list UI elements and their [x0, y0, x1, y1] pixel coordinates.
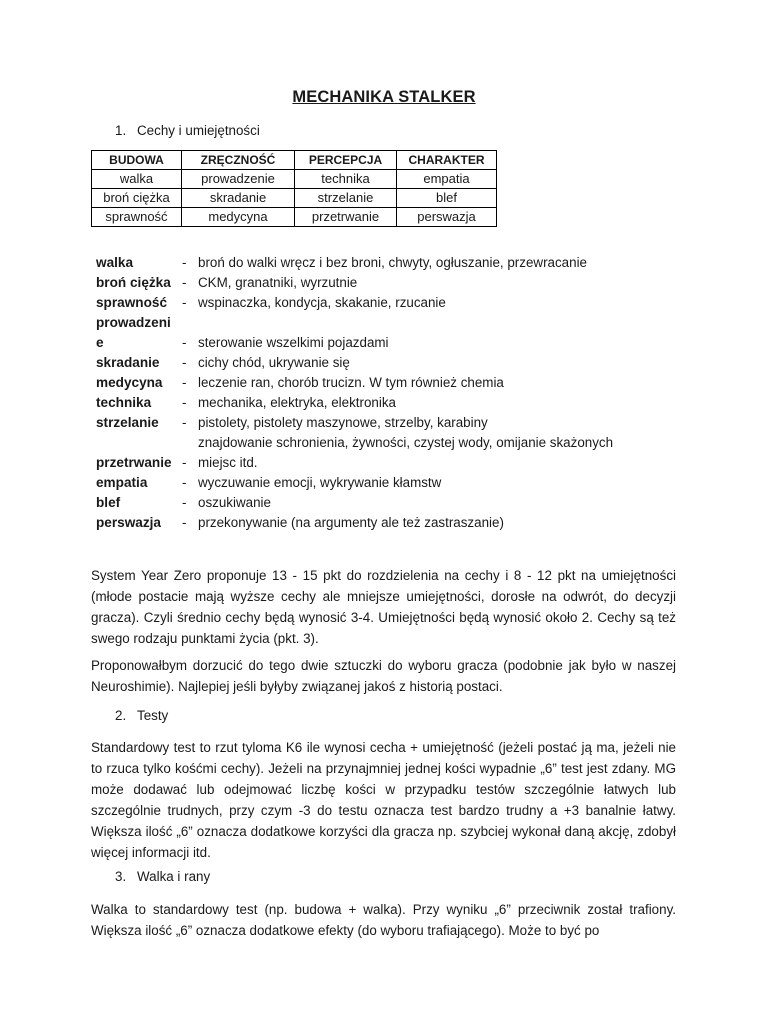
table-cell: perswazja [397, 208, 497, 227]
table-cell: walka [92, 170, 182, 189]
section-heading-3: 3. Walka i rany [115, 869, 211, 884]
definition-row: blef - oszukiwanie [96, 495, 271, 510]
definition-row: prowadzeni [96, 315, 171, 330]
table-header: BUDOWA [92, 151, 182, 170]
table-row [92, 189, 497, 208]
table-cell: prowadzenie [182, 170, 295, 189]
definition-row: broń ciężka - CKM, granatniki, wyrzutnie [96, 275, 358, 290]
skill-definitions [96, 253, 696, 533]
document-title: MECHANIKA STALKER [292, 88, 476, 106]
paragraph: Proponowałbym dorzucić do tego dwie sztuczki do wyboru gracza (podobnie jak było w naszej Neuroshimie). Najlepiej jeśli byłyby związanej jakoś z historią postaci. [91, 658, 676, 694]
section-heading-2: 2. Testy [115, 708, 169, 723]
table-cell: empatia [397, 170, 497, 189]
table-cell: sprawność [92, 208, 182, 227]
table-header: ZRĘCZNOŚĆ [182, 151, 295, 170]
definition-row: strzelanie - pistolety, pistolety maszynowe, strzelby, karabiny [96, 415, 488, 430]
table-row [92, 170, 497, 189]
section-heading-1: 1. Cechy i umiejętności [115, 123, 260, 138]
definition-row: sprawność - wspinaczka, kondycja, skakanie, rzucanie [96, 295, 446, 310]
definition-row: technika - mechanika, elektryka, elektronika [96, 395, 396, 410]
paragraph: System Year Zero proponuje 13 - 15 pkt do rozdzielenia na cechy i 8 - 12 pkt na umiejętności (młode postacie mają wyższe cechy ale mniejsze umiejętności, dorosłe na odwrót, do decyzji gracza). Czyli średnio cechy będą wynosić 3-4. Umiejętności będą wynosić około 2. Cechy są też swego rodzaju punktami życia (pkt. 3). [91, 568, 676, 646]
definition-row: medycyna - leczenie ran, chorób trucizn. W tym również chemia [96, 375, 504, 390]
definition-row: perswazja - przekonywanie (na argumenty ale też zastraszanie) [96, 515, 504, 530]
paragraph: Walka to standardowy test (np. budowa + walka). Przy wyniku „6” przeciwnik został trafiony. Większa ilość „6” oznacza dodatkowe efekty (do wyboru trafiającego). Może to być po [91, 902, 676, 938]
table-cell: przetrwanie [295, 208, 397, 227]
definition-row: empatia - wyczuwanie emocji, wykrywanie kłamstw [96, 475, 442, 490]
table-row [92, 208, 497, 227]
skills-table [91, 150, 497, 227]
definition-row: przetrwanie - miejsc itd. [96, 455, 258, 470]
table-cell: broń ciężka [92, 189, 182, 208]
table-cell: technika [295, 170, 397, 189]
definition-row: skradanie - cichy chód, ukrywanie się [96, 355, 350, 370]
definition-row: walka - broń do walki wręcz i bez broni, chwyty, ogłuszanie, przewracanie [96, 255, 588, 270]
table-cell: blef [397, 189, 497, 208]
definition-row: znajdowanie schronienia, żywności, czystej wody, omijanie skażonych [198, 435, 614, 450]
table-cell: medycyna [182, 208, 295, 227]
table-cell: skradanie [182, 189, 295, 208]
table-header: PERCEPCJA [295, 151, 397, 170]
table-header: CHARAKTER [397, 151, 497, 170]
paragraph: Standardowy test to rzut tyloma K6 ile wynosi cecha + umiejętność (jeżeli postać ją ma, jeżeli nie to rzuca tylko kośćmi cechy). Jeżeli na przynajmniej jednej kości wypadnie „6” test jest zdany. MG może dodawać lub odejmować liczbę kości w przypadku testów szczególnie łatwych lub szczególnie trudnych, przy czym -3 do testu oznacza test bardzo trudny a +3 banalnie łatwy. Większa ilość „6” oznacza dodatkowe korzyści dla gracza np. szybciej wykonał daną akcję, zdobył więcej informacji itd. [91, 740, 676, 860]
definition-row: e - sterowanie wszelkimi pojazdami [96, 335, 389, 350]
table-cell: strzelanie [295, 189, 397, 208]
